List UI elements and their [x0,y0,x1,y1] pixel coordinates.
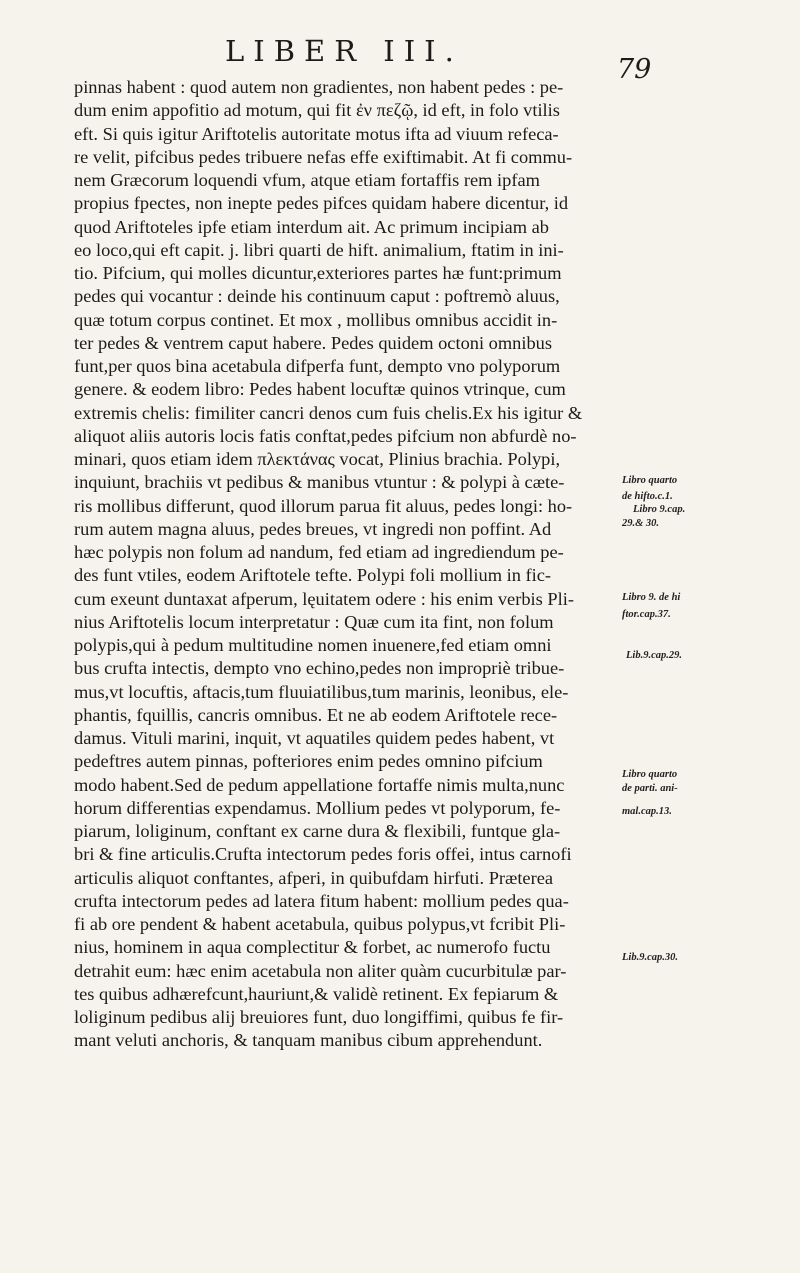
text-line: extremis chelis: fimiliter cancri denos cum fuis chelis.Ex his igitur & [74,402,583,423]
margin-note: de hifto.c.1. [622,491,673,502]
text-line: genere. & eodem libro: Pedes habent locuftæ quinos vtrinque, cum [74,379,566,400]
margin-note: mal.cap.13. [622,806,672,817]
text-line: pedes qui vocantur : deinde his continuum caput : poftremò aluus, [74,286,560,307]
text-line: des funt vtiles, eodem Ariftotele tefte. Polypi foli mollium in fic- [74,565,552,586]
running-head: LIBER III. [225,34,463,68]
text-line: nius Ariftotelis locum interpretatur : Quæ cum ita fint, non folum [74,611,554,632]
text-line: piarum, loliginum, conftant ex carne dura & flexibili, funtque gla- [74,821,561,841]
text-line: phantis, fquillis, cancris omnibus. Et ne ab eodem Ariftotele rece- [74,704,558,725]
text-line: tes quibus adhærefcunt,hauriunt,& validè retinent. Ex fepiarum & [74,983,559,1004]
text-line: ter pedes & ventrem caput habere. Pedes quidem octoni omnibus [74,332,553,353]
text-line: re velit, pifcibus pedes tribuere nefas effe exiftimabit. At fi commu- [74,146,573,167]
text-line: crufta intectorum pedes ad latera fitum habent: mollium pedes qua- [74,890,569,911]
margin-note: Lib.9.cap.29. [626,650,682,661]
text-line: dum enim appofitio ad motum, qui fit ἐν πεζῷ, id eft, in folo vtilis [74,100,560,121]
text-line: tio. Pifcium, qui molles dicuntur,exteriores partes hæ funt:primum [74,263,562,283]
text-line: inquiunt, brachiis vt pedibus & manibus vtuntur : & polypi à cæte- [74,472,565,493]
text-line: nius, hominem in aqua complectitur & forbet, ac numerofo fuctu [74,937,551,958]
text-line: bus crufta intectis, dempto vno echino,pedes non impropriè tribue- [74,658,565,679]
text-line: horum differentias expendamus. Mollium pedes vt polyporum, fe- [74,797,561,818]
margin-note: Libro quarto [622,769,678,780]
text-line: aliquot aliis autoris locis fatis conftat,pedes pifcium non abfurdè no- [74,425,577,446]
text-line: cum exeunt duntaxat afperum, lęuitatem odere : his enim verbis Pli- [74,588,574,609]
text-line: fi ab ore pendent & habent acetabula, quibus polypus,vt fcribit Pli- [74,914,566,934]
text-line: minari, quos etiam idem πλεκτάνας vocat, Plinius brachia. Polypi, [74,449,561,469]
text-line: funt,per quos bina acetabula difperfa funt, dempto vno polyporum [74,356,561,376]
text-line: nem Græcorum loquendi vfum, atque etiam fortaffis rem ipfam [74,170,540,190]
text-line: bri & fine articulis.Crufta intectorum pedes foris offei, intus carnofi [74,844,572,865]
text-line: detrahit eum: hæc enim acetabula non aliter quàm cucurbitulæ par- [74,960,567,981]
text-line: rum autem magna aluus, pedes breues, vt ingredi non poffint. Ad [74,518,552,539]
text-line: articulis aliquot conftantes, afperi, in quibufdam hirfuti. Præterea [74,867,554,888]
text-line: mus,vt locuftis, aftacis,tum fluuiatilibus,tum marinis, leonibus, ele- [74,681,569,702]
margin-note: Libro 9.cap. [633,504,686,515]
text-line: quæ totum corpus continet. Et mox , mollibus omnibus accidit in- [74,309,558,330]
text-line: ris mollibus differunt, quod illorum parua fit aluus, pedes longi: ho- [74,495,573,516]
margin-note: Libro 9. de hi [622,592,681,603]
margin-note: Lib.9.cap.30. [622,952,678,963]
text-line: eo loco,qui eft capit. j. libri quarti de hift. animalium, ftatim in ini- [74,239,564,260]
text-line: quod Ariftoteles ipfe etiam interdum ait. Ac primum incipiam ab [74,216,549,237]
text-line: eft. Si quis igitur Ariftotelis autoritate motus ifta ad viuum refeca- [74,123,559,144]
text-line: modo habent.Sed de pedum appellatione fortaffe nimis multa,nunc [74,774,565,795]
text-line: propius fpectes, non inepte pedes pifces quidam habere dicentur, id [74,193,569,214]
text-line: mant veluti anchoris, & tanquam manibus cibum apprehendunt. [74,1030,543,1051]
text-line: pinnas habent : quod autem non gradientes, non habent pedes : pe- [74,77,564,97]
text-line: hæc polypis non folum ad nandum, fed etiam ad ingrediendum pe- [74,542,564,562]
page-number: 79 [617,54,652,85]
text-line: pedeftres autem pinnas, pofteriores enim pedes omnino pifcium [74,751,543,772]
margin-note: Libro quarto [622,475,678,486]
text-line: polypis,qui à pedum multitudine nomen inuenere,fed etiam omni [74,635,552,655]
margin-note: de parti. ani- [622,783,678,794]
text-line: loliginum pedibus alij breuiores funt, duo longiffimi, quibus fe fir- [74,1007,564,1027]
margin-note: 29.& 30. [622,518,660,529]
margin-note: ftor.cap.37. [622,609,671,620]
text-line: damus. Vituli marini, inquit, vt aquatiles quidem pedes habent, vt [74,728,555,748]
